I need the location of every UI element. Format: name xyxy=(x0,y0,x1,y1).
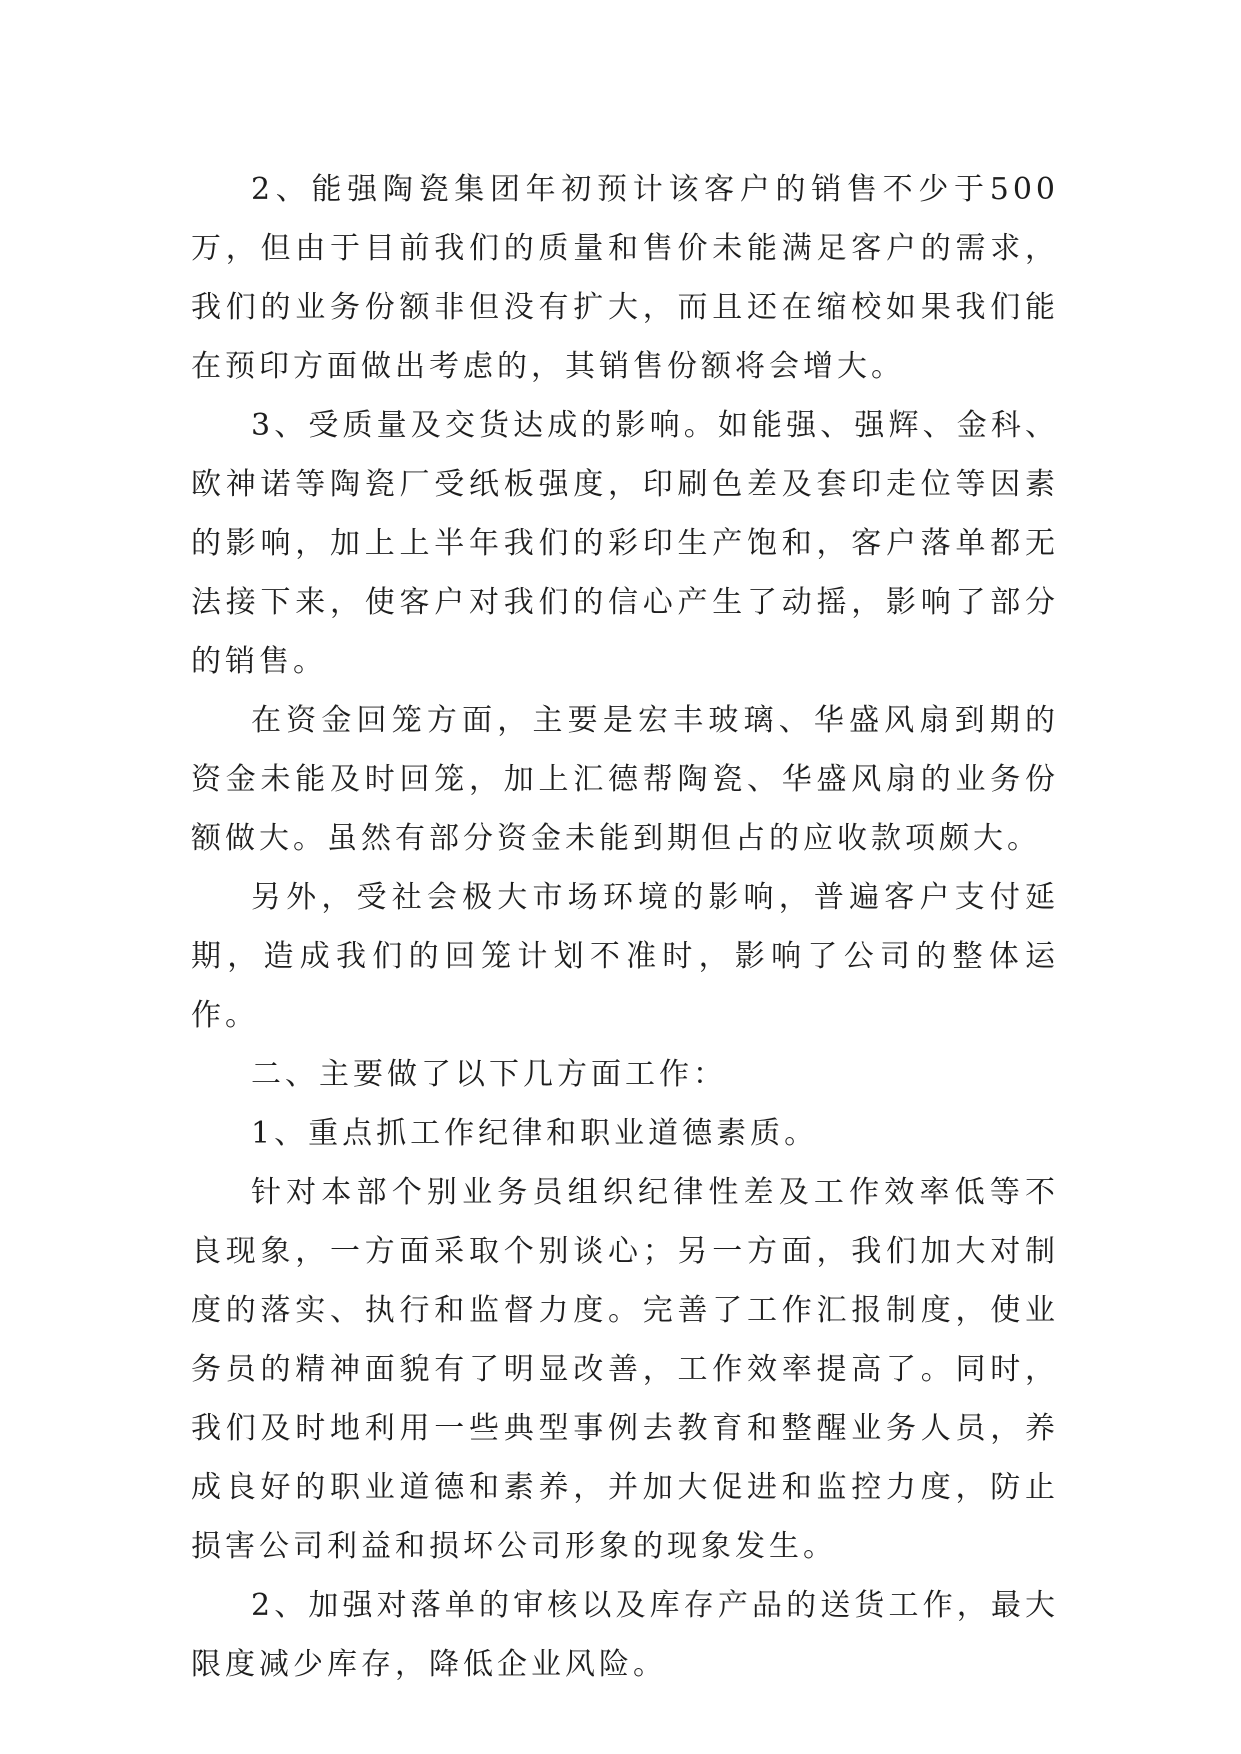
paragraph-order-review: 2、加强对落单的审核以及库存产品的送货工作，最大限度减少库存，降低企业风险。 xyxy=(191,1588,1059,1682)
paragraph-market-environment: 另外，受社会极大市场环境的影响，普遍客户支付延期，造成我们的回笼计划不准时，影响了公司的整体运作。 xyxy=(191,880,1059,1033)
paragraph-fund-recovery: 在资金回笼方面，主要是宏丰玻璃、华盛风扇到期的资金未能及时回笼，加上汇德帮陶瓷、华盛风扇的业务份额做大。虽然有部分资金未能到期但占的应收款项颇大。 xyxy=(191,703,1059,856)
paragraph-discipline-measures: 针对本部个别业务员组织纪律性差及工作效率低等不良现象，一方面采取个别谈心；另一方面，我们加大对制度的落实、执行和监督力度。完善了工作汇报制度，使业务员的精神面貌有了明显改善，工作效率提高了。同时，我们及时地利用一些典型事例去教育和整醒业务人员，养成良好的职业道德和素养，并加大促进和监控力度，防止损害公司利益和损坏公司形象的现象发生。 xyxy=(191,1175,1059,1564)
document-body xyxy=(191,160,1059,1694)
paragraph-quality-delivery: 3、受质量及交货达成的影响。如能强、强辉、金科、欧神诺等陶瓷厂受纸板强度，印刷色差及套印走位等因素的影响，加上上半年我们的彩印生产饱和，客户落单都无法接下来，使客户对我们的信心产生了动摇，影响了部分的销售。 xyxy=(191,408,1059,679)
subheading-work-discipline: 1、重点抓工作纪律和职业道德素质。 xyxy=(251,1116,819,1151)
paragraph-customer-sales: 2、能强陶瓷集团年初预计该客户的销售不少于500万，但由于目前我们的质量和售价未能满足客户的需求，我们的业务份额非但没有扩大，而且还在缩校如果我们能在预印方面做出考虑的，其销售份额将会增大。 xyxy=(191,172,1059,384)
section-heading-main-work: 二、主要做了以下几方面工作： xyxy=(251,1057,727,1092)
